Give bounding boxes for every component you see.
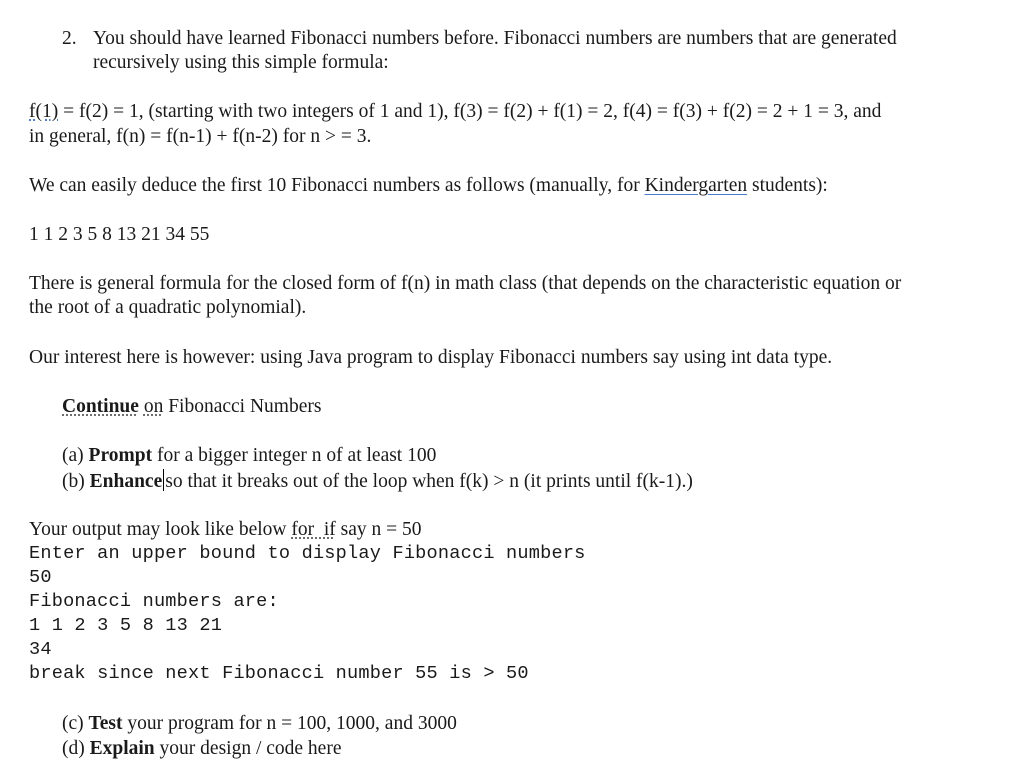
deduce-text-end: students): — [747, 175, 828, 196]
part-a — [62, 444, 436, 468]
part-c-label: (c) — [62, 713, 89, 734]
part-a-bold: Prompt — [88, 445, 153, 466]
part-a-label: (a) — [62, 445, 89, 466]
continue-heading — [62, 395, 321, 419]
continue-on: on — [143, 396, 164, 417]
continue-word: Continue — [62, 396, 139, 417]
formula-line-1-rest: = f(2) = 1, (starting with two integers of 1 and 1), f(3) = f(2) + f(1) = 2, f(4) = f(3) + f(2) = 2 + 1 = 3, and — [58, 101, 882, 122]
part-b-bold: Enhance — [89, 471, 163, 492]
console-line-2: 50 — [29, 567, 52, 588]
part-b-label: (b) — [62, 471, 90, 492]
output-intro-for-if: for if — [291, 519, 336, 540]
part-c — [62, 712, 457, 736]
part-a-text: for a bigger integer n of at least 100 — [152, 445, 437, 466]
part-b-text: so that it breaks out of the loop when f(k) > n (it prints until f(k-1).) — [165, 471, 693, 492]
part-d-label: (d) — [62, 738, 90, 759]
console-line-6: break since next Fibonacci number 55 is > 50 — [29, 663, 529, 684]
kindergarten-link[interactable]: Kindergarten — [644, 175, 748, 196]
console-line-4: 1 1 2 3 5 8 13 21 — [29, 615, 223, 636]
part-c-bold: Test — [88, 713, 123, 734]
formula-line-2: in general, f(n) = f(n-1) + f(n-2) for n > = 3. — [29, 126, 372, 147]
deduce-line — [29, 174, 828, 198]
output-intro-text: Your output may look like below — [29, 519, 292, 540]
console-line-3: Fibonacci numbers are: — [29, 591, 279, 612]
formula-line-1 — [29, 100, 881, 124]
fibonacci-sequence: 1 1 2 3 5 8 13 21 34 55 — [29, 224, 210, 245]
question-text-line-1: You should have learned Fibonacci numbers before. Fibonacci numbers are numbers that are generated — [93, 28, 897, 49]
closed-form-line-1: There is general formula for the closed form of f(n) in math class (that depends on the characteristic equation or — [29, 273, 902, 294]
console-line-1: Enter an upper bound to display Fibonacci numbers — [29, 543, 586, 564]
formula-f1: f(1) — [29, 101, 59, 122]
interest-line: Our interest here is however: using Java program to display Fibonacci numbers say using int data type. — [29, 347, 833, 368]
console-line-5: 34 — [29, 639, 52, 660]
part-c-text: your program for n = 100, 1000, and 3000 — [122, 713, 457, 734]
closed-form-line-2: the root of a quadratic polynomial). — [29, 297, 307, 318]
deduce-text: We can easily deduce the first 10 Fibonacci numbers as follows (manually, for — [29, 175, 645, 196]
part-d — [62, 737, 341, 761]
question-number: 2. — [62, 28, 77, 49]
output-intro-end: say n = 50 — [335, 519, 422, 540]
part-d-bold: Explain — [89, 738, 155, 759]
continue-rest: Fibonacci Numbers — [163, 396, 322, 417]
question-text-line-2: recursively using this simple formula: — [93, 52, 389, 73]
part-b — [62, 469, 693, 494]
part-d-text: your design / code here — [154, 738, 342, 759]
output-intro — [29, 518, 422, 542]
